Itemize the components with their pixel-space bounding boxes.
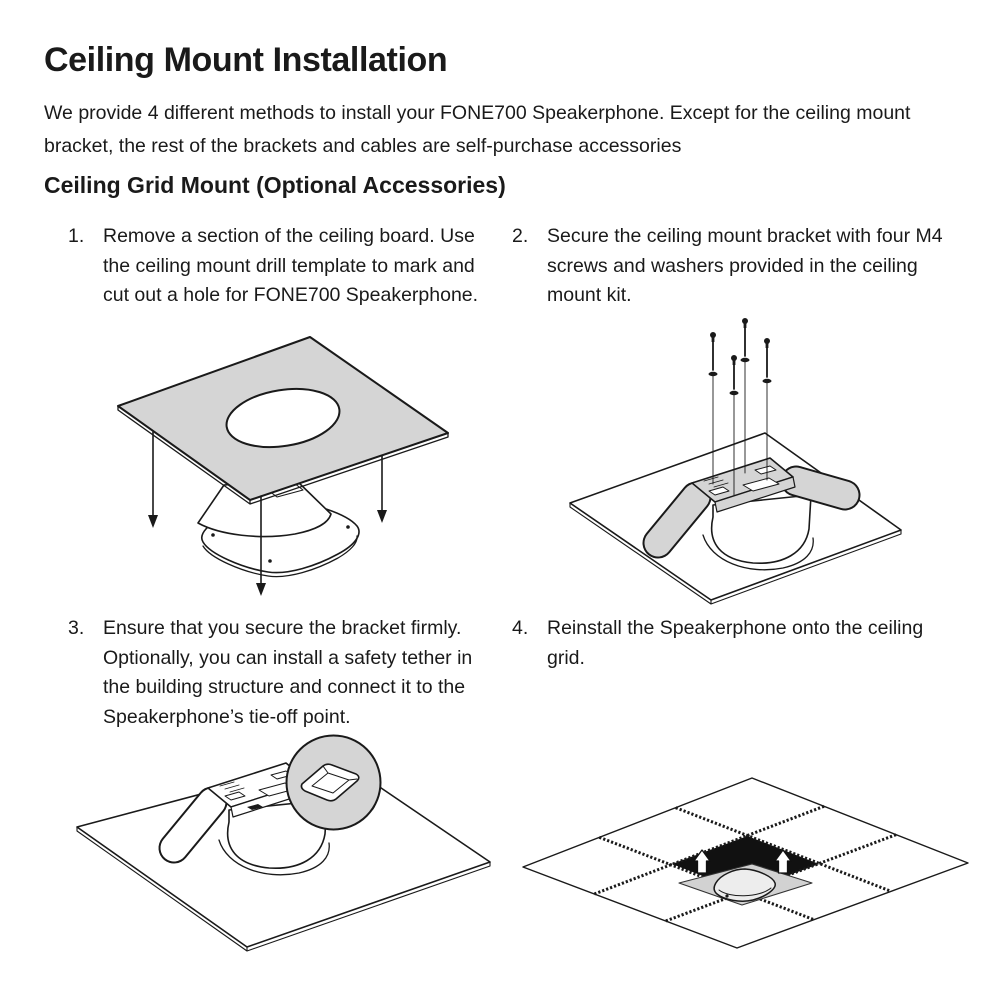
step-4 <box>512 614 963 673</box>
step-2-number: 2. <box>512 225 529 247</box>
step-2-text: Secure the ceiling mount bracket with four M4 screws and washers provided in the ceiling mount kit. <box>547 225 943 306</box>
speakerphone-dot <box>725 894 728 897</box>
washer <box>763 379 772 383</box>
page-title: Ceiling Mount Installation <box>44 41 448 79</box>
washer <box>730 391 739 395</box>
figure-ceiling-grid-reinstall <box>515 750 995 970</box>
washer <box>741 358 750 362</box>
screw-hole-dot <box>211 533 215 537</box>
screw-hole-dot <box>346 525 350 529</box>
bracket-wing-right <box>796 481 845 495</box>
step-4-text: Reinstall the Speakerphone onto the ceiling grid. <box>547 617 924 669</box>
figure-tie-off-point <box>70 728 510 963</box>
step-1-text: Remove a section of the ceiling board. Use the ceiling mount drill template to mark and cut out a hole for FONE700 Speakerphone. <box>103 225 479 306</box>
step-3 <box>68 614 495 732</box>
step-4-number: 4. <box>512 617 529 639</box>
screw-hole-dot <box>268 559 272 563</box>
step-3-number: 3. <box>68 617 85 639</box>
step-3-text: Ensure that you secure the bracket firmly. Optionally, you can install a safety tether in the building structure and connect it to the Speakerphone’s tie-off point. <box>103 617 473 728</box>
step-1-number: 1. <box>68 225 85 247</box>
step-2 <box>512 222 963 311</box>
figure-bracket-screws <box>563 305 998 605</box>
washer <box>709 372 718 376</box>
figure-ceiling-board-cutout <box>100 330 490 610</box>
intro-paragraph: We provide 4 different methods to install your FONE700 Speakerphone. Except for the ceiling mount bracket, the rest of the brackets and cables are self-purchase accessories <box>44 102 911 157</box>
step-1 <box>68 222 495 311</box>
section-heading: Ceiling Grid Mount (Optional Accessories) <box>44 172 506 198</box>
